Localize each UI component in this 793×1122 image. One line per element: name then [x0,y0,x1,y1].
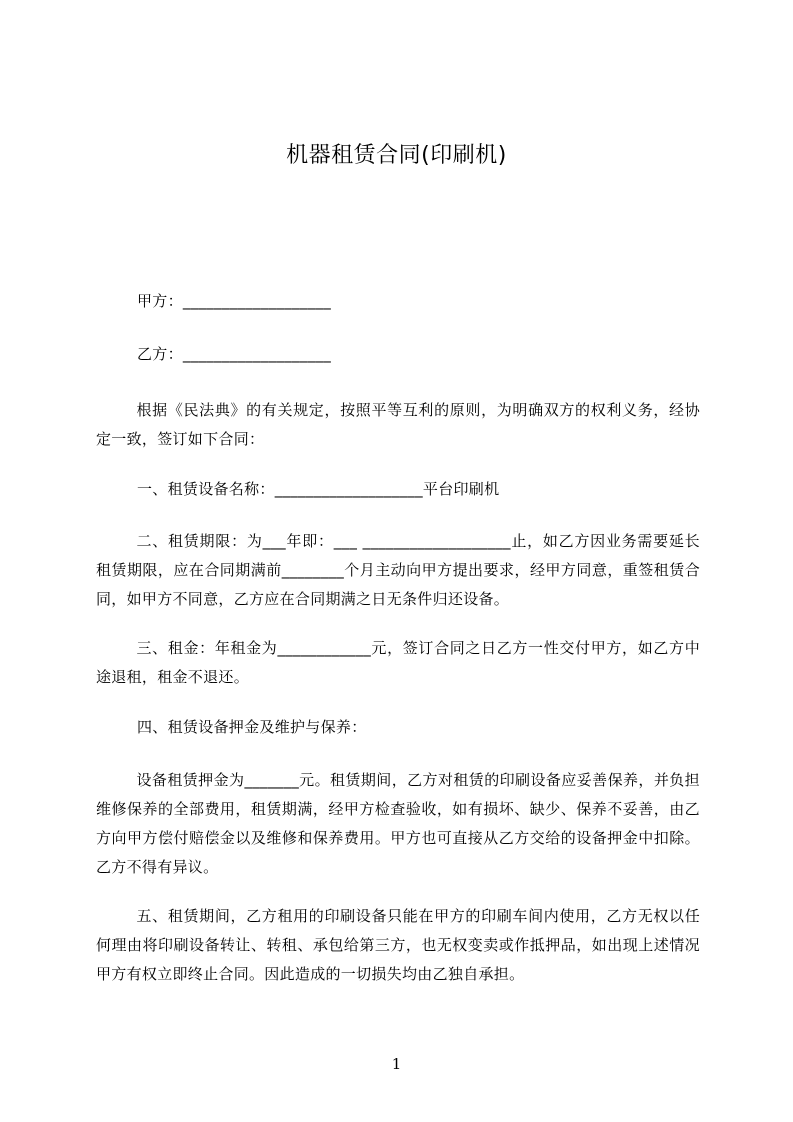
section-3-rent: 三、租金：年租金为____________元，签订合同之日乙方一性交付甲方，如乙方中途退租，租金不退还。 [96,639,700,686]
page-number: 1 [391,1055,402,1073]
party-b-line: 乙方：___________________ [137,345,332,363]
section-2-lease-term: 二、租赁期限：为___年即：___ ___________________止，如乙方因业务需要延长租赁期限，应在合同期满前________个月主动向甲方提出要求，经甲方同意，重签租赁合同，如甲方不同意，乙方应在合同期满之日无条件归还设备。 [96,532,700,608]
section-5-usage-restrictions: 五、租赁期间，乙方租用的印刷设备只能在甲方的印刷车间内使用，乙方无权以任何理由将印刷设备转让、转租、承包给第三方，也无权变卖或作抵押品，如出现上述情况甲方有权立即终止合同。因此造成的一切损失均由乙独自承担。 [96,907,700,983]
section-4-deposit-maintenance: 设备租赁押金为_______元。租赁期间，乙方对租赁的印刷设备应妥善保养，并负担维修保养的全部费用，租赁期满，经甲方检查验收，如有损坏、缺少、保养不妥善，由乙方向甲方偿付赔偿金以及维修和保养费用。甲方也可直接从乙方交给的设备押金中扣除。乙方不得有异议。 [96,771,700,876]
preamble-paragraph: 根据《民法典》的有关规定，按照平等互利的原则，为明确双方的权利义务，经协定一致，签订如下合同： [96,401,700,448]
document-title: 机器租赁合同(印刷机) [286,143,507,168]
section-4-heading: 四、租赁设备押金及维护与保养： [137,718,367,736]
party-a-line: 甲方：___________________ [137,292,332,310]
section-1-equipment-name: 一、租赁设备名称：___________________平台印刷机 [137,480,500,498]
